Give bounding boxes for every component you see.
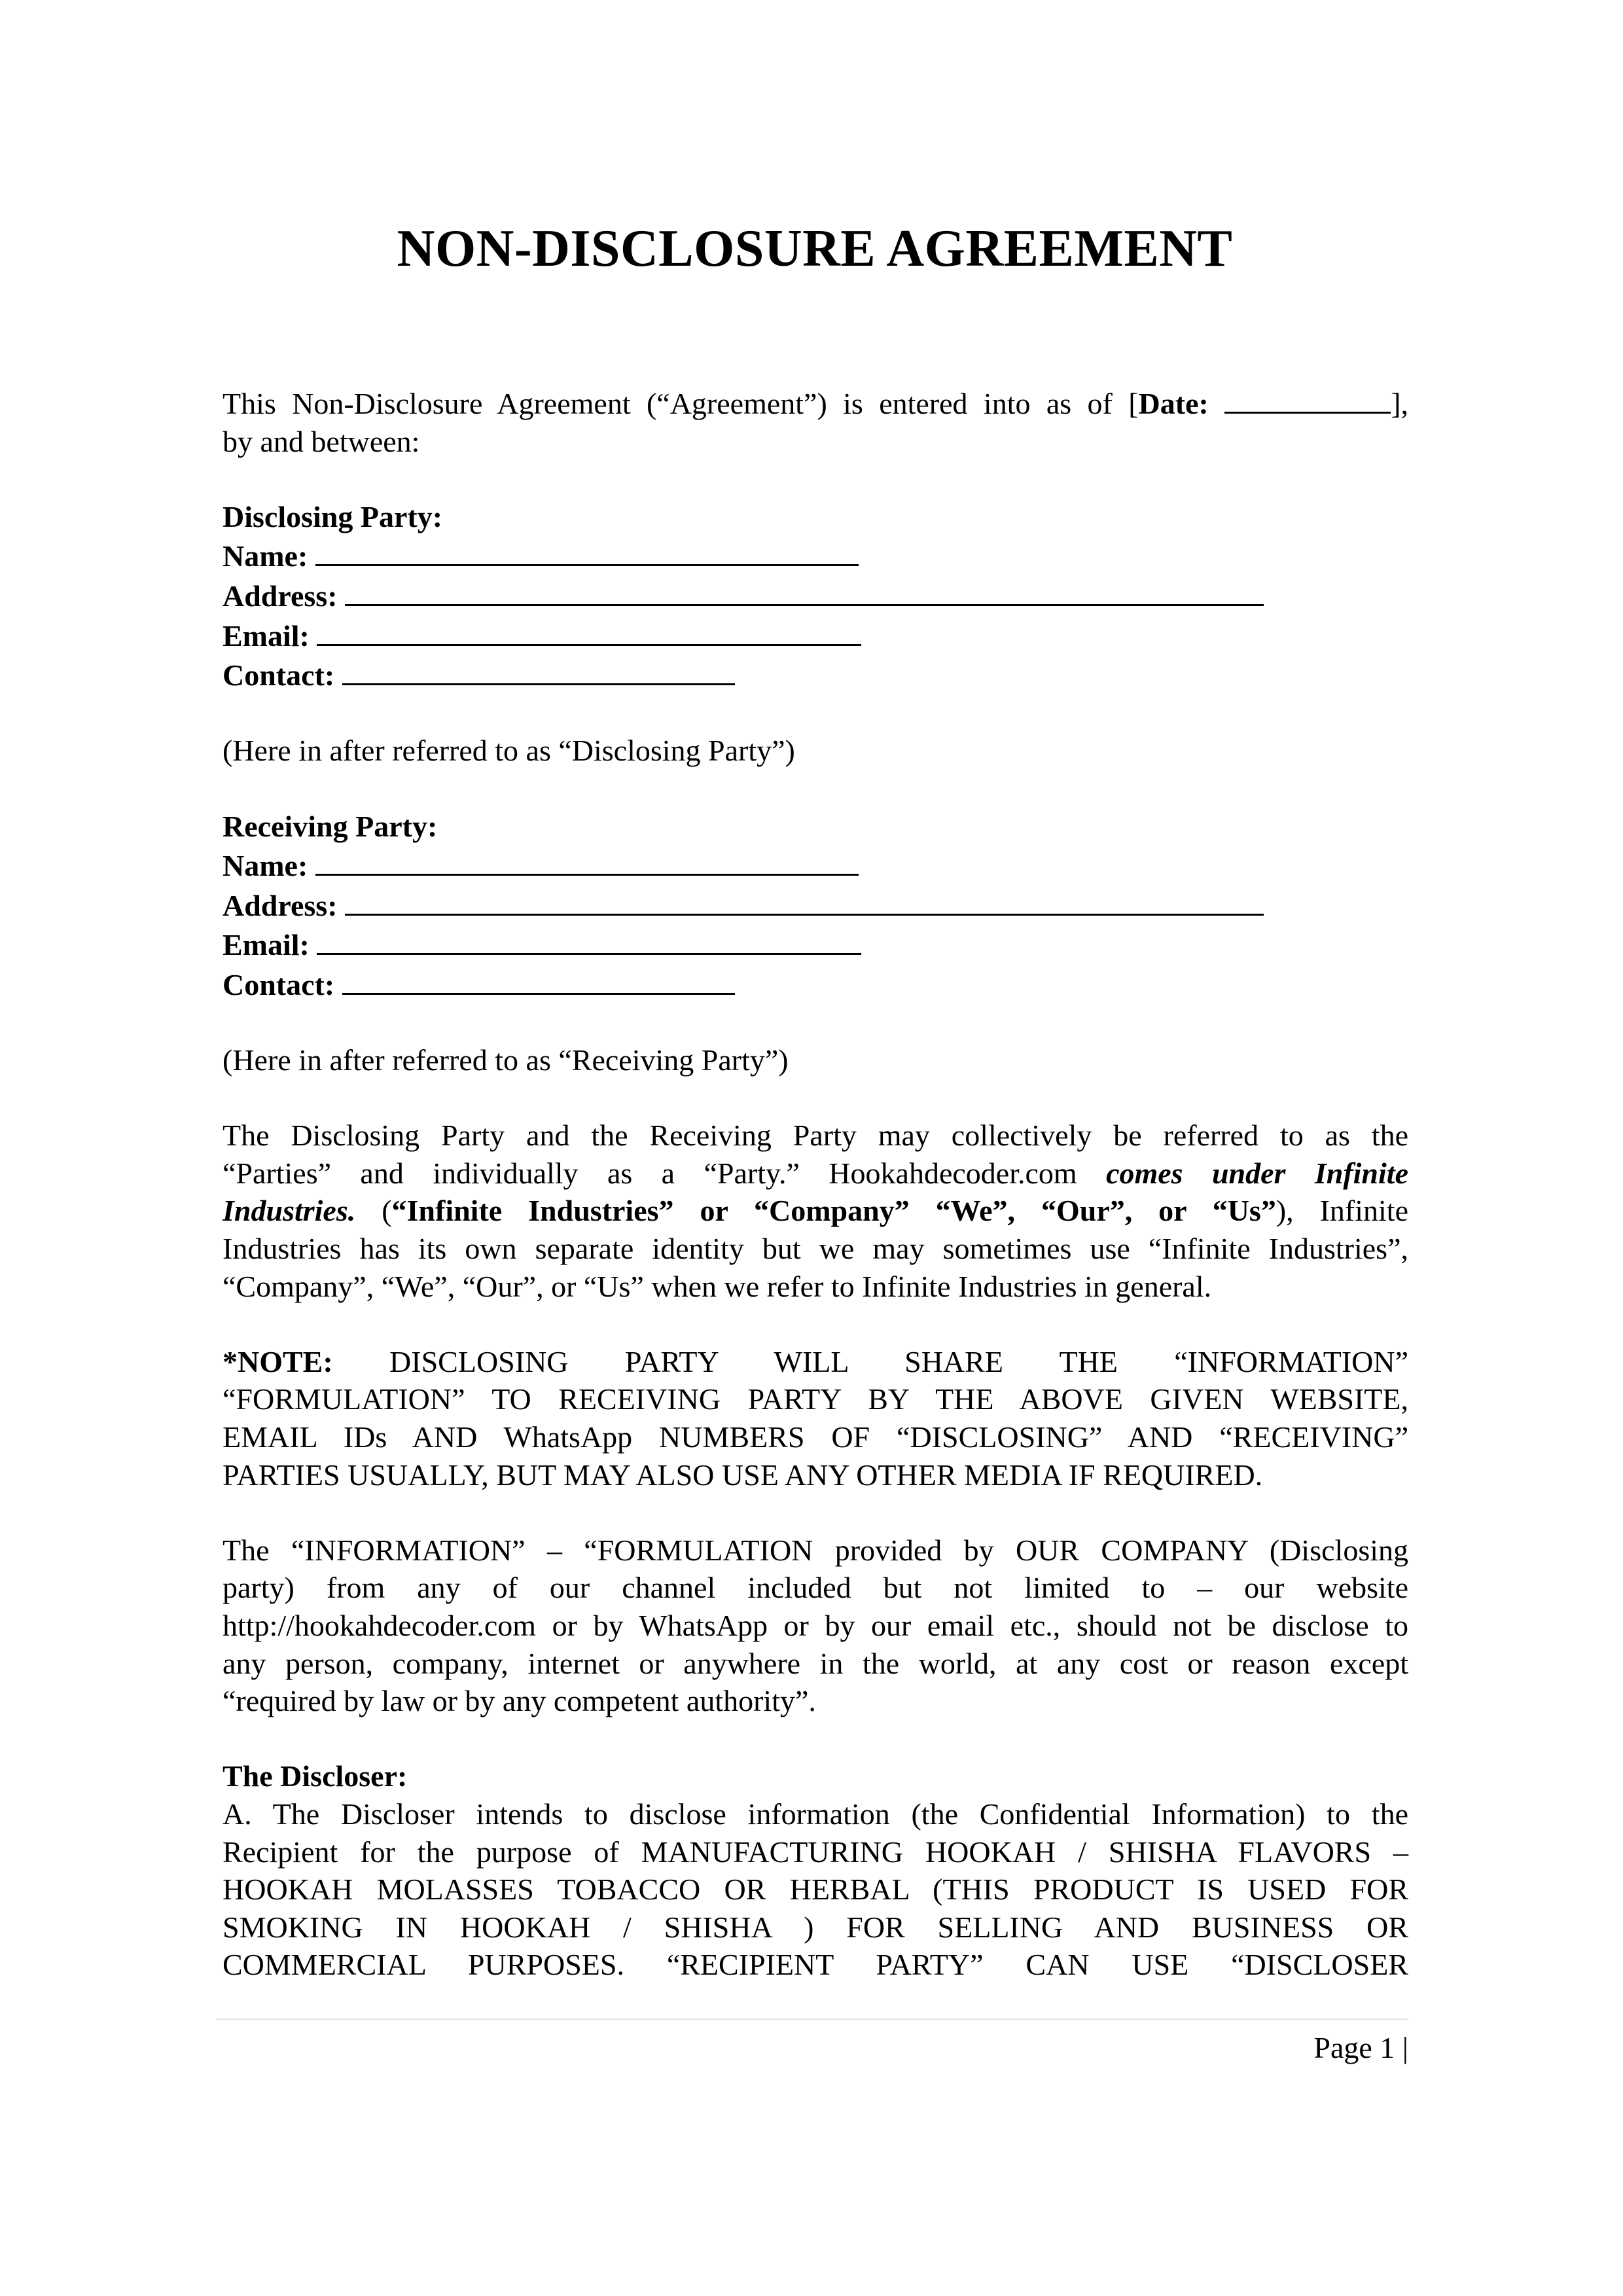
paragraph-line: [223, 1155, 1408, 1193]
document-body: [223, 383, 1408, 1984]
paragraph-line: Industries has its own separate identity but we may sometimes use “Infinite Industries”,: [223, 1232, 1408, 1266]
information-paragraph: [223, 1532, 1408, 1720]
paragraph-line: “required by law or by any competent authority”.: [223, 1684, 816, 1718]
document-title: NON-DISCLOSURE AGREEMENT: [397, 220, 1233, 278]
paragraph-line: any person, company, internet or anywhere in the world, at any cost or reason except: [223, 1646, 1408, 1680]
paragraph-line: A. The Discloser intends to disclose information (the Confidential Information) to the: [223, 1797, 1408, 1831]
discloser-heading: The Discloser:: [223, 1759, 408, 1793]
intro-text: This Non-Disclosure Agreement (“Agreement”) is entered into as of [: [223, 387, 1139, 420]
paragraph-text: DISCLOSING PARTY WILL SHARE THE “INFORMATION”: [332, 1344, 1408, 1378]
receiving-address-blank[interactable]: [345, 885, 1264, 916]
note-paragraph: [223, 1343, 1408, 1494]
parties-paragraph: [223, 1117, 1408, 1305]
receiving-contact-label: Contact:: [223, 967, 335, 1001]
intro-line-2: by and between:: [223, 424, 420, 458]
paragraph-line: The “INFORMATION” – “FORMULATION provided by OUR COMPANY (Disclosing: [223, 1533, 1408, 1567]
disclosing-contact-blank[interactable]: [342, 655, 735, 685]
receiving-party-heading: Receiving Party:: [223, 809, 438, 843]
intro-line-1: [223, 383, 1408, 423]
emphasis-text: Industries.: [223, 1194, 356, 1228]
footer-divider: [216, 2018, 1408, 2020]
receiving-name-blank[interactable]: [315, 845, 859, 876]
bold-text: “Infinite Industries” or “Company” “We”, “Our”, or “Us”: [391, 1194, 1276, 1228]
paragraph-line: HOOKAH MOLASSES TOBACCO OR HERBAL (THIS PRODUCT IS USED FOR: [223, 1873, 1408, 1907]
paragraph-line: Recipient for the purpose of MANUFACTURING HOOKAH / SHISHA FLAVORS –: [223, 1835, 1408, 1869]
paragraph-line: “Company”, “We”, “Our”, or “Us” when we refer to Infinite Industries in general.: [223, 1269, 1212, 1303]
disclosing-referred-text: (Here in after referred to as “Disclosing Party”): [223, 734, 795, 768]
paragraph-line: PARTIES USUALLY, BUT MAY ALSO USE ANY OTHER MEDIA IF REQUIRED.: [223, 1458, 1263, 1492]
disclosing-address-blank[interactable]: [345, 575, 1264, 606]
disclosing-name-label: Name:: [223, 539, 308, 573]
disclosing-party-heading: Disclosing Party:: [223, 499, 443, 533]
receiving-address-label: Address:: [223, 888, 338, 922]
date-label: Date:: [1138, 387, 1209, 420]
disclosing-address-label: Address:: [223, 579, 338, 613]
intro-suffix: ],: [1391, 387, 1409, 420]
disclosing-email-blank[interactable]: [317, 615, 861, 646]
paragraph-line: party) from any of our channel included but not limited to – our website: [223, 1571, 1408, 1605]
paragraph-line: [223, 1192, 1408, 1230]
paragraph-text: “Parties” and individually as a “Party.” Hookahdecoder.com: [223, 1156, 1107, 1190]
receiving-name-label: Name:: [223, 849, 308, 883]
paragraph-text: (: [355, 1194, 392, 1228]
paragraph-line: EMAIL IDs AND WhatsApp NUMBERS OF “DISCLOSING” AND “RECEIVING”: [223, 1420, 1408, 1454]
paragraph-line: “FORMULATION” TO RECEIVING PARTY BY THE ABOVE GIVEN WEBSITE,: [223, 1382, 1408, 1416]
receiving-email-label: Email:: [223, 928, 310, 962]
note-label: *NOTE:: [223, 1344, 333, 1378]
disclosing-contact-label: Contact:: [223, 658, 335, 692]
paragraph-line: http://hookahdecoder.com or by WhatsApp or by our email etc., should not be disclose to: [223, 1609, 1408, 1642]
page-number: Page 1 |: [1313, 2031, 1408, 2064]
disclosing-email-label: Email:: [223, 619, 310, 653]
date-blank[interactable]: [1224, 383, 1391, 414]
paragraph-line: The Disclosing Party and the Receiving Party may collectively be referred to as the: [223, 1119, 1408, 1153]
paragraph-text: ), Infinite: [1275, 1194, 1408, 1228]
paragraph-line: COMMERCIAL PURPOSES. “RECIPIENT PARTY” CAN USE “DISCLOSER: [223, 1948, 1408, 1982]
emphasis-text: comes under Infinite: [1106, 1156, 1408, 1190]
receiving-email-blank[interactable]: [317, 924, 861, 955]
discloser-section: [223, 1757, 1408, 1984]
disclosing-name-blank[interactable]: [315, 535, 859, 566]
receiving-contact-blank[interactable]: [342, 964, 735, 995]
paragraph-line: SMOKING IN HOOKAH / SHISHA ) FOR SELLING AND BUSINESS OR: [223, 1910, 1408, 1944]
paragraph-line: [223, 1343, 1408, 1381]
receiving-referred-text: (Here in after referred to as “Receiving Party”): [223, 1043, 789, 1077]
